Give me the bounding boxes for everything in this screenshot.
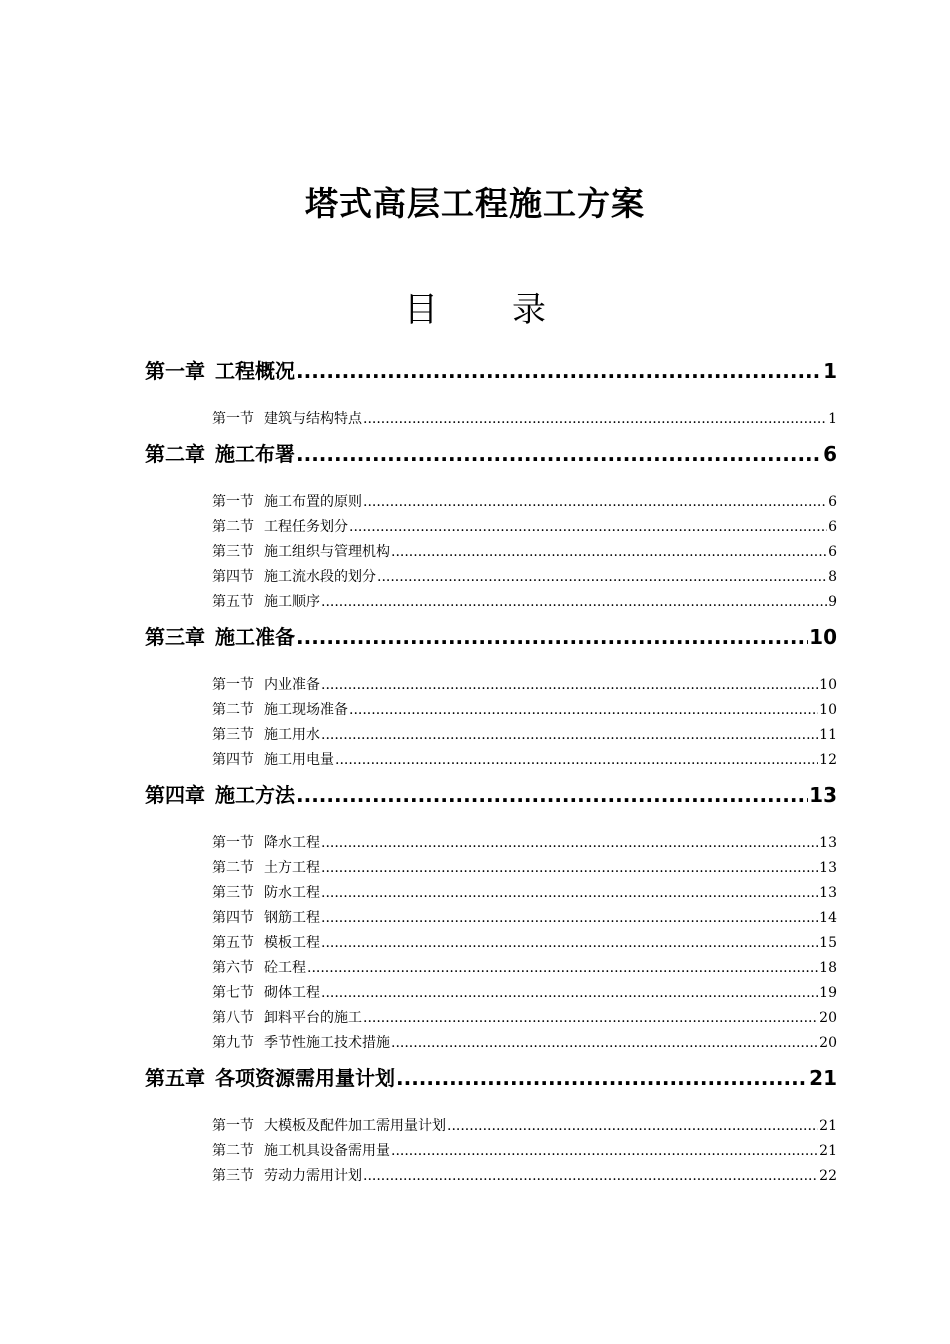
section-label: 第一节 bbox=[212, 835, 254, 851]
chapter-page-number: 10 bbox=[809, 625, 837, 649]
dot-leader bbox=[296, 779, 808, 811]
chapter-page-number: 21 bbox=[809, 1066, 837, 1090]
section-title: 施工现场准备 bbox=[264, 702, 348, 718]
dot-leader bbox=[321, 856, 818, 881]
section-title: 施工机具设备需用量 bbox=[264, 1143, 390, 1159]
toc-chapter-entry[interactable] bbox=[145, 621, 837, 653]
section-title: 砼工程 bbox=[264, 960, 306, 976]
section-label: 第二节 bbox=[212, 702, 254, 718]
section-label: 第四节 bbox=[212, 569, 254, 585]
dot-leader bbox=[296, 438, 822, 470]
section-title: 卸料平台的施工 bbox=[264, 1010, 362, 1026]
dot-leader bbox=[321, 881, 818, 906]
section-title: 降水工程 bbox=[264, 835, 320, 851]
chapter-label: 第二章 bbox=[145, 442, 205, 466]
section-label: 第九节 bbox=[212, 1035, 254, 1051]
section-title: 砌体工程 bbox=[264, 985, 320, 1001]
toc-section-entry[interactable] bbox=[145, 540, 837, 565]
dot-leader bbox=[335, 748, 818, 773]
toc-section-entry[interactable] bbox=[145, 981, 837, 1006]
dot-leader bbox=[377, 565, 827, 590]
section-title: 建筑与结构特点 bbox=[264, 411, 362, 427]
section-page-number: 12 bbox=[819, 752, 837, 768]
section-title: 施工流水段的划分 bbox=[264, 569, 376, 585]
section-page-number: 6 bbox=[828, 544, 837, 560]
section-label: 第六节 bbox=[212, 960, 254, 976]
section-label: 第五节 bbox=[212, 594, 254, 610]
section-label: 第三节 bbox=[212, 727, 254, 743]
chapter-label: 第一章 bbox=[145, 359, 205, 383]
toc-section-entry[interactable] bbox=[145, 748, 837, 773]
section-title: 施工用电量 bbox=[264, 752, 334, 768]
section-list bbox=[145, 1114, 837, 1189]
dot-leader bbox=[321, 931, 818, 956]
section-title: 施工组织与管理机构 bbox=[264, 544, 390, 560]
toc-section-entry[interactable] bbox=[145, 565, 837, 590]
section-title: 工程任务划分 bbox=[264, 519, 348, 535]
dot-leader bbox=[307, 956, 818, 981]
section-label: 第二节 bbox=[212, 860, 254, 876]
section-page-number: 1 bbox=[828, 411, 837, 427]
section-title: 钢筋工程 bbox=[264, 910, 320, 926]
section-page-number: 6 bbox=[828, 519, 837, 535]
section-page-number: 20 bbox=[819, 1035, 837, 1051]
section-page-number: 10 bbox=[819, 677, 837, 693]
dot-leader bbox=[296, 355, 822, 387]
section-list bbox=[145, 673, 837, 773]
section-page-number: 20 bbox=[819, 1010, 837, 1026]
section-page-number: 19 bbox=[819, 985, 837, 1001]
chapter-label: 第三章 bbox=[145, 625, 205, 649]
toc-section-entry[interactable] bbox=[145, 407, 837, 432]
document-title: 塔式高层工程施工方案 bbox=[305, 184, 645, 223]
toc-heading bbox=[0, 282, 950, 331]
section-title: 大模板及配件加工需用量计划 bbox=[264, 1118, 446, 1134]
section-label: 第七节 bbox=[212, 985, 254, 1001]
dot-leader bbox=[391, 1139, 818, 1164]
section-page-number: 15 bbox=[819, 935, 837, 951]
toc-section-entry[interactable] bbox=[145, 723, 837, 748]
chapter-title: 各项资源需用量计划 bbox=[215, 1066, 395, 1090]
chapter-title: 施工准备 bbox=[215, 625, 295, 649]
section-page-number: 13 bbox=[819, 860, 837, 876]
table-of-contents bbox=[145, 355, 837, 1195]
toc-section-entry[interactable] bbox=[145, 698, 837, 723]
section-label: 第一节 bbox=[212, 677, 254, 693]
toc-section-entry[interactable] bbox=[145, 931, 837, 956]
section-title: 内业准备 bbox=[264, 677, 320, 693]
toc-section-entry[interactable] bbox=[145, 515, 837, 540]
toc-section-entry[interactable] bbox=[145, 956, 837, 981]
section-list bbox=[145, 831, 837, 1056]
chapter-title: 施工方法 bbox=[215, 783, 295, 807]
section-title: 土方工程 bbox=[264, 860, 320, 876]
dot-leader bbox=[363, 490, 827, 515]
toc-chapter-entry[interactable] bbox=[145, 355, 837, 387]
section-list bbox=[145, 490, 837, 615]
section-page-number: 8 bbox=[828, 569, 837, 585]
section-title: 防水工程 bbox=[264, 885, 320, 901]
dot-leader bbox=[321, 906, 818, 931]
toc-section-entry[interactable] bbox=[145, 490, 837, 515]
chapter-title: 工程概况 bbox=[215, 359, 295, 383]
section-label: 第一节 bbox=[212, 494, 254, 510]
section-page-number: 9 bbox=[828, 594, 837, 610]
section-page-number: 21 bbox=[819, 1143, 837, 1159]
toc-section-entry[interactable] bbox=[145, 881, 837, 906]
dot-leader bbox=[321, 981, 818, 1006]
dot-leader bbox=[321, 590, 827, 615]
toc-section-entry[interactable] bbox=[145, 1006, 837, 1031]
dot-leader bbox=[349, 515, 827, 540]
section-page-number: 18 bbox=[819, 960, 837, 976]
dot-leader bbox=[363, 1006, 818, 1031]
toc-heading-right: 录 bbox=[512, 290, 546, 330]
section-page-number: 6 bbox=[828, 494, 837, 510]
toc-heading-left: 目 bbox=[404, 290, 438, 330]
chapter-page-number: 13 bbox=[809, 783, 837, 807]
toc-section-entry[interactable] bbox=[145, 673, 837, 698]
chapter-label: 第五章 bbox=[145, 1066, 205, 1090]
dot-leader bbox=[363, 1164, 818, 1189]
chapter-title: 施工布署 bbox=[215, 442, 295, 466]
section-label: 第三节 bbox=[212, 885, 254, 901]
toc-section-entry[interactable] bbox=[145, 1139, 837, 1164]
section-label: 第一节 bbox=[212, 411, 254, 427]
section-page-number: 21 bbox=[819, 1118, 837, 1134]
chapter-page-number: 6 bbox=[823, 442, 837, 466]
section-title: 施工顺序 bbox=[264, 594, 320, 610]
section-label: 第二节 bbox=[212, 1143, 254, 1159]
section-label: 第四节 bbox=[212, 752, 254, 768]
toc-section-entry[interactable] bbox=[145, 1031, 837, 1056]
section-label: 第三节 bbox=[212, 544, 254, 560]
section-label: 第四节 bbox=[212, 910, 254, 926]
section-label: 第三节 bbox=[212, 1168, 254, 1184]
chapter-page-number: 1 bbox=[823, 359, 837, 383]
section-page-number: 13 bbox=[819, 885, 837, 901]
section-title: 劳动力需用计划 bbox=[264, 1168, 362, 1184]
dot-leader bbox=[296, 621, 808, 653]
toc-chapter-entry[interactable] bbox=[145, 438, 837, 470]
chapter-label: 第四章 bbox=[145, 783, 205, 807]
section-label: 第五节 bbox=[212, 935, 254, 951]
section-label: 第二节 bbox=[212, 519, 254, 535]
dot-leader bbox=[349, 698, 818, 723]
toc-chapter-entry[interactable] bbox=[145, 1062, 837, 1094]
dot-leader bbox=[391, 1031, 818, 1056]
section-label: 第一节 bbox=[212, 1118, 254, 1134]
dot-leader bbox=[447, 1114, 818, 1139]
section-title: 施工用水 bbox=[264, 727, 320, 743]
section-title: 模板工程 bbox=[264, 935, 320, 951]
section-page-number: 10 bbox=[819, 702, 837, 718]
section-label: 第八节 bbox=[212, 1010, 254, 1026]
toc-chapter-entry[interactable] bbox=[145, 779, 837, 811]
toc-section-entry[interactable] bbox=[145, 856, 837, 881]
dot-leader bbox=[391, 540, 827, 565]
section-page-number: 11 bbox=[819, 727, 837, 743]
section-page-number: 13 bbox=[819, 835, 837, 851]
section-title: 施工布置的原则 bbox=[264, 494, 362, 510]
section-page-number: 22 bbox=[819, 1168, 837, 1184]
dot-leader bbox=[321, 723, 818, 748]
dot-leader bbox=[363, 407, 827, 432]
toc-section-entry[interactable] bbox=[145, 590, 837, 615]
dot-leader bbox=[396, 1062, 808, 1094]
toc-section-entry[interactable] bbox=[145, 831, 837, 856]
toc-section-entry[interactable] bbox=[145, 1114, 837, 1139]
toc-section-entry[interactable] bbox=[145, 906, 837, 931]
section-list bbox=[145, 407, 837, 432]
dot-leader bbox=[321, 673, 818, 698]
toc-section-entry[interactable] bbox=[145, 1164, 837, 1189]
dot-leader bbox=[321, 831, 818, 856]
section-title: 季节性施工技术措施 bbox=[264, 1035, 390, 1051]
section-page-number: 14 bbox=[819, 910, 837, 926]
